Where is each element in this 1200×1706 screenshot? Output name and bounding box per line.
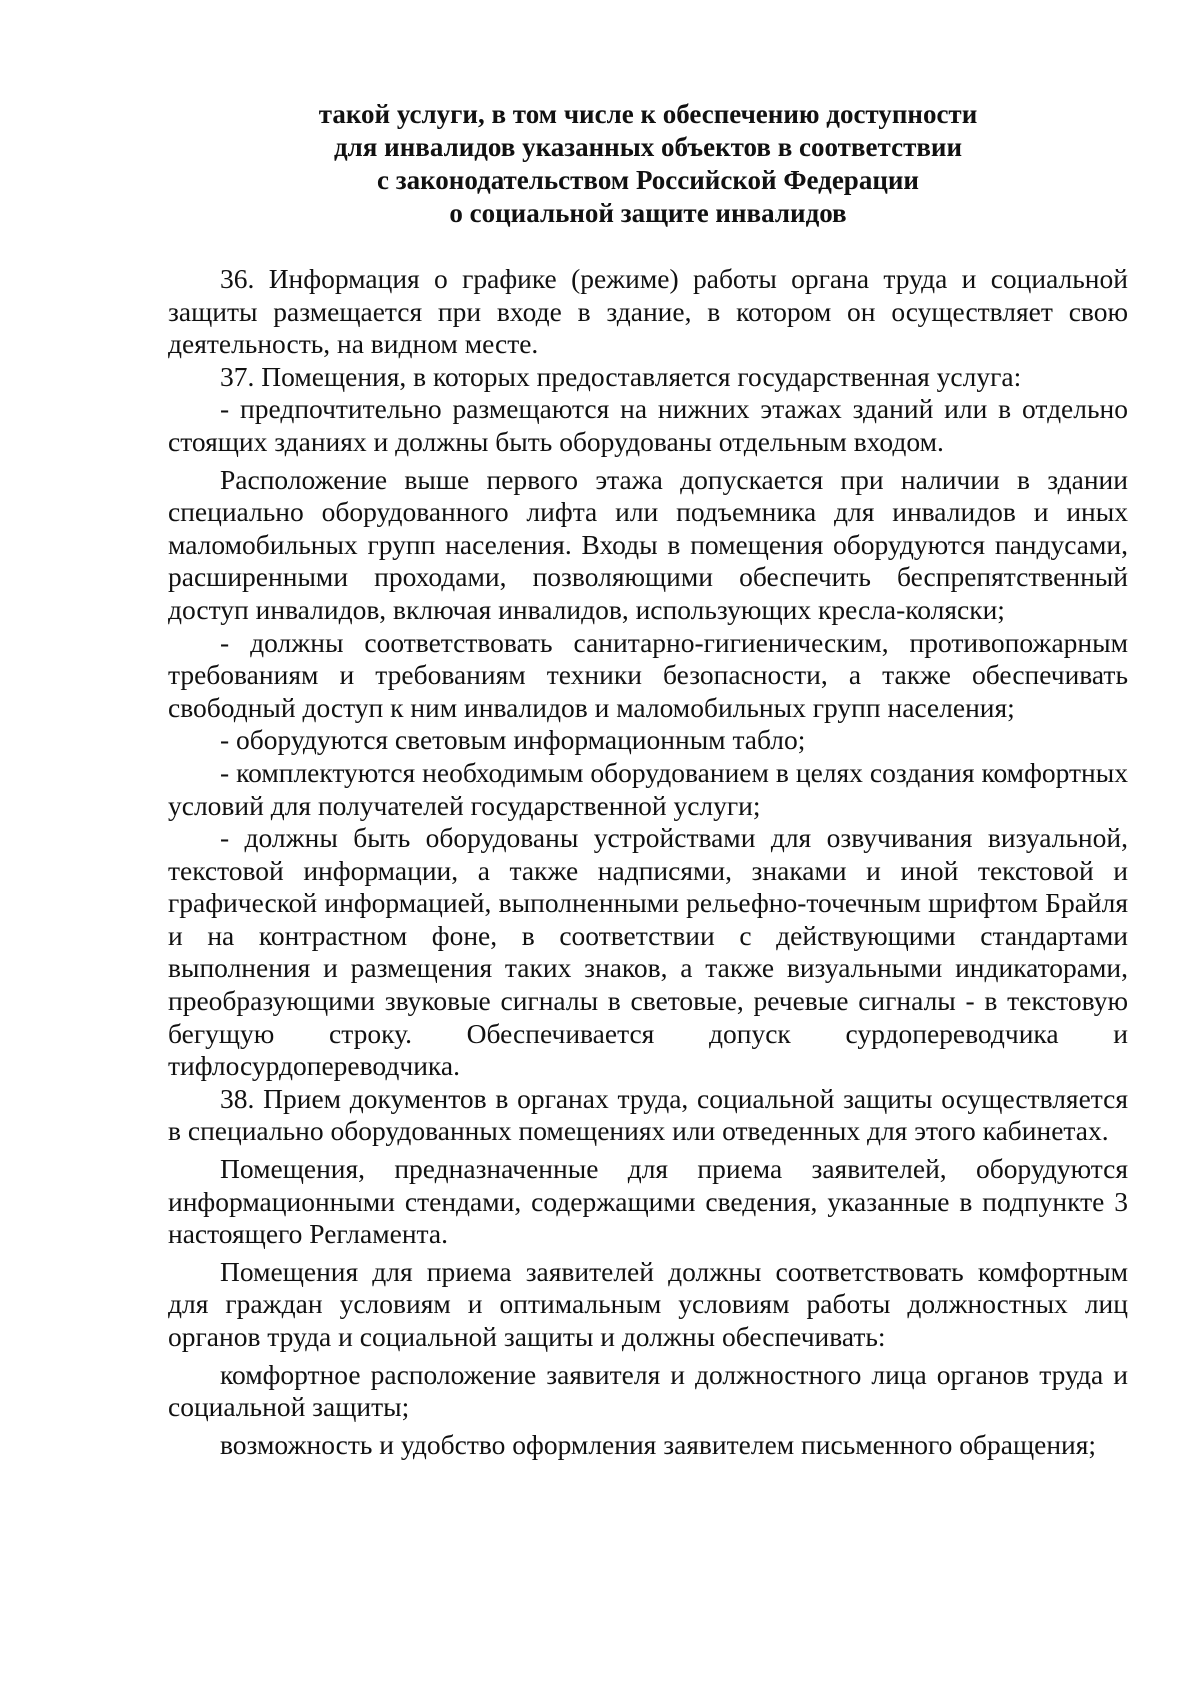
paragraph-38-stands: Помещения, предназначенные для приема заявителей, оборудуются информационными стендами, содержащими сведения, указанные в подпункте 3 настоящего Регламента.	[168, 1153, 1128, 1250]
heading-line-2: для инвалидов указанных объектов в соответствии	[333, 132, 963, 162]
paragraph-37-item-5: - должны быть оборудованы устройствами для озвучивания визуальной, текстовой информации, а также надписями, знаками и иной текстовой и графической информацией, выполненными рельефно-точечным шрифтом Брайля и на контрастном фоне, в соответствии с действующими стандартами выполнения и размещения таких знаков, а также визуальными индикаторами, преобразующими звуковые сигналы в световые, речевые сигналы - в текстовую бегущую строку. Обеспечивается допуск сурдопереводчика и тифлосурдопереводчика.	[168, 822, 1128, 1082]
paragraph-37: 37. Помещения, в которых предоставляется государственная услуга:	[220, 360, 1022, 392]
section-heading	[168, 98, 1128, 230]
paragraph-38-item-1: комфортное расположение заявителя и должностного лица органов труда и социальной защиты;	[168, 1358, 1128, 1423]
paragraph-36: 36. Информация о графике (режиме) работы органа труда и социальной защиты размещается при входе в здание, в котором он осуществляет свою деятельность, на видном месте.	[168, 263, 1128, 360]
document-body	[168, 263, 1128, 1461]
document-page	[168, 98, 1128, 1461]
paragraph-38-item-2: возможность и удобство оформления заявителем письменного обращения;	[220, 1428, 1097, 1460]
paragraph-38-requirements: Помещения для приема заявителей должны соответствовать комфортным для граждан условиям и оптимальным условиям работы должностных лиц органов труда и социальной защиты и должны обеспечивать:	[168, 1255, 1128, 1352]
paragraph-37-item-1: - предпочтительно размещаются на нижних этажах зданий или в отдельно стоящих зданиях и должны быть оборудованы отдельным входом.	[168, 393, 1128, 457]
heading-line-3: с законодательством Российской Федерации	[376, 165, 919, 195]
paragraph-37-location: Расположение выше первого этажа допускается при наличии в здании специально оборудованного лифта или подъемника для инвалидов и иных маломобильных групп населения. Входы в помещения оборудуются пандусами, расширенными проходами, позволяющими обеспечить беспрепятственный доступ инвалидов, включая инвалидов, использующих кресла-коляски;	[168, 463, 1128, 625]
paragraph-37-item-3: - оборудуются световым информационным табло;	[220, 724, 806, 756]
heading-line-4: о социальной защите инвалидов	[449, 198, 847, 228]
heading-line-1: такой услуги, в том числе к обеспечению доступности	[318, 99, 978, 129]
paragraph-37-item-4: - комплектуются необходимым оборудованием в целях создания комфортных условий для получателей государственной услуги;	[168, 756, 1128, 821]
paragraph-38: 38. Прием документов в органах труда, социальной защиты осуществляется в специально оборудованных помещениях или отведенных для этого кабинетах.	[168, 1082, 1128, 1147]
paragraph-37-item-2: - должны соответствовать санитарно-гигиеническим, противопожарным требованиям и требованиям техники безопасности, а также обеспечивать свободный доступ к ним инвалидов и маломобильных групп населения;	[168, 626, 1128, 723]
